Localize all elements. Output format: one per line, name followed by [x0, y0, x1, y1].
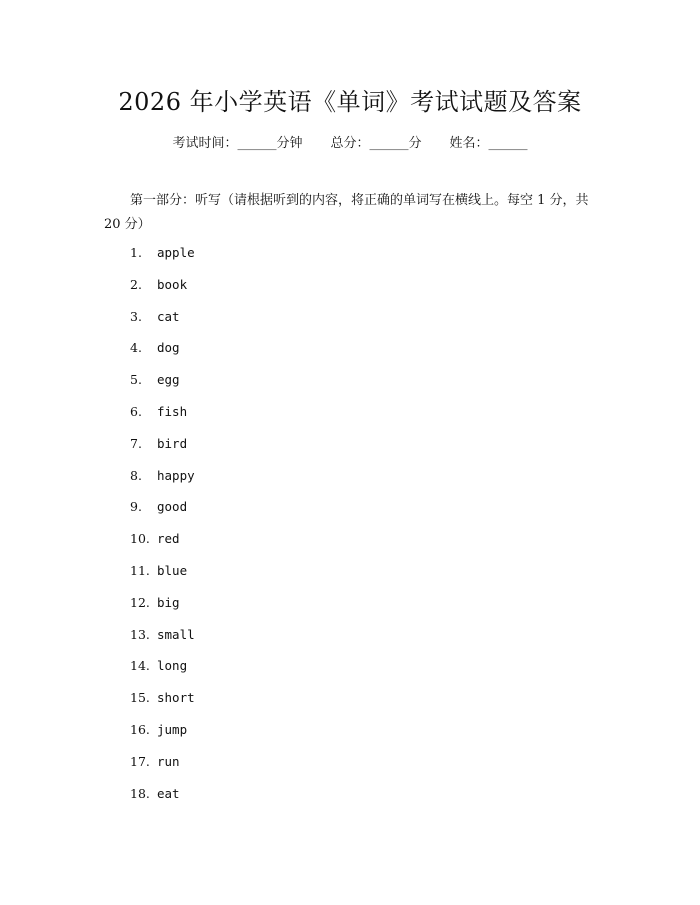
section-heading: 第一部分：听写（请根据听到的内容，将正确的单词写在横线上。每空 1 分，共 20 分）	[104, 193, 589, 232]
item-number: 7.	[130, 435, 142, 451]
list-item	[130, 275, 195, 307]
item-word: big	[157, 594, 180, 610]
item-number: 3.	[130, 308, 142, 324]
item-number: 10.	[130, 531, 150, 547]
item-number: 4.	[130, 340, 142, 356]
item-word: bird	[157, 435, 188, 451]
name-label: 姓名：______	[449, 136, 528, 151]
item-number: 13.	[130, 626, 150, 642]
list-item	[130, 561, 195, 593]
item-number: 16.	[130, 721, 150, 737]
total-score-label: 总分：______分	[330, 136, 422, 151]
item-number: 5.	[130, 372, 142, 388]
list-item	[130, 656, 195, 688]
list-item	[130, 338, 195, 370]
item-number: 1.	[130, 245, 142, 260]
item-number: 18.	[130, 785, 150, 801]
item-word: apple	[157, 245, 195, 260]
list-item	[130, 593, 195, 625]
item-number: 15.	[130, 690, 150, 706]
item-number: 12.	[130, 594, 150, 610]
item-number: 17.	[130, 753, 150, 769]
list-item	[130, 529, 195, 561]
item-word: egg	[157, 372, 180, 388]
item-word: long	[157, 658, 188, 674]
item-word: book	[157, 276, 188, 292]
list-item	[130, 243, 195, 275]
list-item	[130, 370, 195, 402]
list-item	[130, 688, 195, 720]
item-word: dog	[157, 340, 180, 356]
list-item	[130, 625, 195, 657]
item-word: eat	[157, 785, 180, 801]
item-number: 2.	[130, 276, 142, 292]
item-number: 11.	[130, 562, 150, 578]
list-item	[130, 434, 195, 466]
item-number: 6.	[130, 403, 142, 419]
item-word: short	[157, 690, 195, 706]
list-item	[130, 402, 195, 434]
item-word: good	[157, 499, 188, 515]
item-word: run	[157, 753, 180, 769]
item-word: blue	[157, 562, 188, 578]
document-title: 2026 年小学英语《单词》考试试题及答案	[118, 88, 582, 116]
list-item	[130, 720, 195, 752]
list-item	[130, 307, 195, 339]
list-item	[130, 466, 195, 498]
list-item	[130, 497, 195, 529]
item-number: 14.	[130, 658, 150, 674]
item-word: jump	[157, 721, 188, 737]
item-word: red	[157, 531, 180, 547]
list-item	[130, 784, 195, 816]
word-list	[130, 243, 195, 815]
item-word: small	[157, 626, 195, 642]
list-item	[130, 752, 195, 784]
item-word: happy	[157, 467, 195, 483]
item-word: fish	[157, 403, 188, 419]
item-number: 9.	[130, 499, 142, 515]
item-number: 8.	[130, 467, 142, 483]
item-word: cat	[157, 308, 180, 324]
exam-info-line	[0, 132, 700, 151]
exam-time-label: 考试时间：______分钟	[172, 136, 303, 151]
